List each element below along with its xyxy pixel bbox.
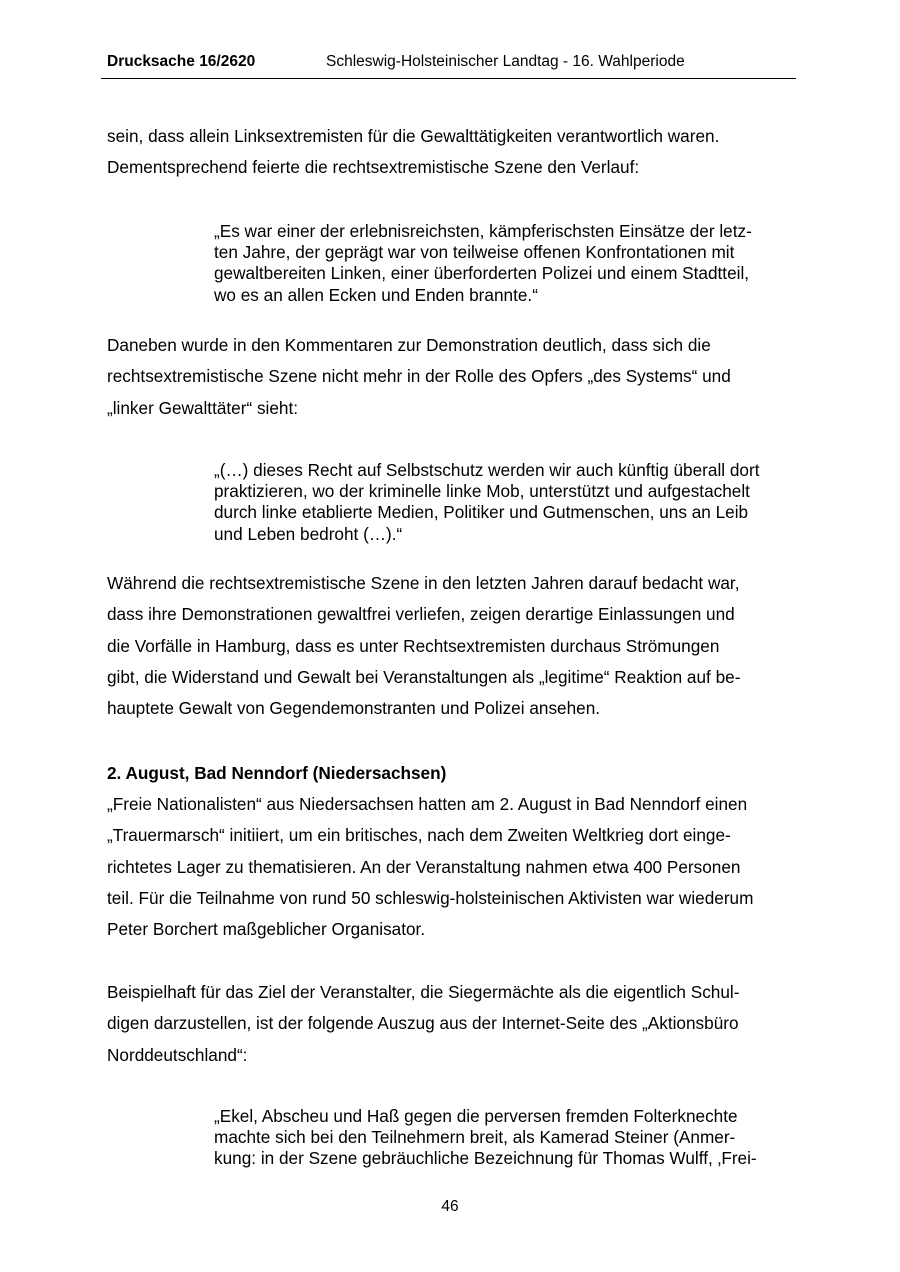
text-line: Norddeutschland“: <box>107 1044 248 1065</box>
paragraph-intro <box>107 121 719 184</box>
text-line: Daneben wurde in den Kommentaren zur Demonstration deutlich, dass sich die <box>107 335 711 355</box>
quote-line: praktizieren, wo der kriminelle linke Mob, unterstützt und aufgestachelt <box>214 481 750 502</box>
text-line: digen darzustellen, ist der folgende Auszug aus der Internet-Seite des „Aktionsbüro <box>107 1013 739 1034</box>
document-number: Drucksache 16/2620 <box>107 53 256 70</box>
text-line: „linker Gewalttäter“ sieht: <box>107 397 299 418</box>
text-line: „Trauermarsch“ initiiert, um ein britisches, nach dem Zweiten Weltkrieg dort einge- <box>107 825 731 846</box>
text-line: Beispielhaft für das Ziel der Veranstalter, die Siegermächte als die eigentlich Schul- <box>107 982 740 1002</box>
text-line: Während die rechtsextremistische Szene in den letzten Jahren darauf bedacht war, <box>107 573 740 593</box>
text-line: hauptete Gewalt von Gegendemonstranten und Polizei ansehen. <box>107 698 601 719</box>
quote-line: ten Jahre, der geprägt war von teilweise offenen Konfrontationen mit <box>214 242 735 263</box>
quote-line: wo es an allen Ecken und Enden brannte.“ <box>214 284 538 305</box>
header-title: Schleswig-Holsteinischer Landtag - 16. Wahlperiode <box>326 53 685 70</box>
text-line: Peter Borchert maßgeblicher Organisator. <box>107 919 426 940</box>
text-line: dass ihre Demonstrationen gewaltfrei verliefen, zeigen derartige Einlassungen und <box>107 604 735 625</box>
text-line: Dementsprechend feierte die rechtsextremistische Szene den Verlauf: <box>107 157 640 178</box>
paragraph-example <box>107 977 739 1071</box>
page-number: 46 <box>441 1198 459 1215</box>
text-line: richtetes Lager zu thematisieren. An der Veranstaltung nahmen etwa 400 Personen <box>107 856 741 877</box>
page-header <box>101 53 796 79</box>
text-line: „Freie Nationalisten“ aus Niedersachsen hatten am 2. August in Bad Nenndorf einen <box>107 794 748 814</box>
block-quote-2 <box>214 460 759 545</box>
quote-line: „(…) dieses Recht auf Selbstschutz werden wir auch künftig überall dort <box>214 460 760 480</box>
block-quote-3 <box>214 1106 757 1170</box>
quote-line: kung: in der Szene gebräuchliche Bezeichnung für Thomas Wulff, ‚Frei- <box>214 1148 757 1169</box>
text-line: die Vorfälle in Hamburg, dass es unter Rechtsextremisten durchaus Strömungen <box>107 635 720 656</box>
paragraph-comments <box>107 330 731 424</box>
text-line: teil. Für die Teilnahme von rund 50 schleswig-holsteinischen Aktivisten war wiederum <box>107 887 754 908</box>
section-heading: 2. August, Bad Nenndorf (Niedersachsen) <box>107 763 447 783</box>
text-line: sein, dass allein Linksextremisten für die Gewalttätigkeiten verantwortlich waren. <box>107 126 720 146</box>
quote-line: gewaltbereiten Linken, einer überforderten Polizei und einem Stadtteil, <box>214 263 750 284</box>
block-quote-1 <box>214 221 752 306</box>
text-line: rechtsextremistische Szene nicht mehr in der Rolle des Opfers „des Systems“ und <box>107 366 731 387</box>
paragraph-bad-nenndorf <box>107 789 753 945</box>
quote-line: und Leben bedroht (…).“ <box>214 523 403 544</box>
quote-line: „Es war einer der erlebnisreichsten, kämpferischsten Einsätze der letz- <box>214 221 752 241</box>
quote-line: durch linke etablierte Medien, Politiker und Gutmenschen, uns an Leib <box>214 502 749 523</box>
quote-line: machte sich bei den Teilnehmern breit, als Kamerad Steiner (Anmer- <box>214 1127 736 1148</box>
paragraph-assessment <box>107 568 740 724</box>
quote-line: „Ekel, Abscheu und Haß gegen die perversen fremden Folterknechte <box>214 1106 738 1126</box>
text-line: gibt, die Widerstand und Gewalt bei Veranstaltungen als „legitime“ Reaktion auf be- <box>107 666 741 687</box>
